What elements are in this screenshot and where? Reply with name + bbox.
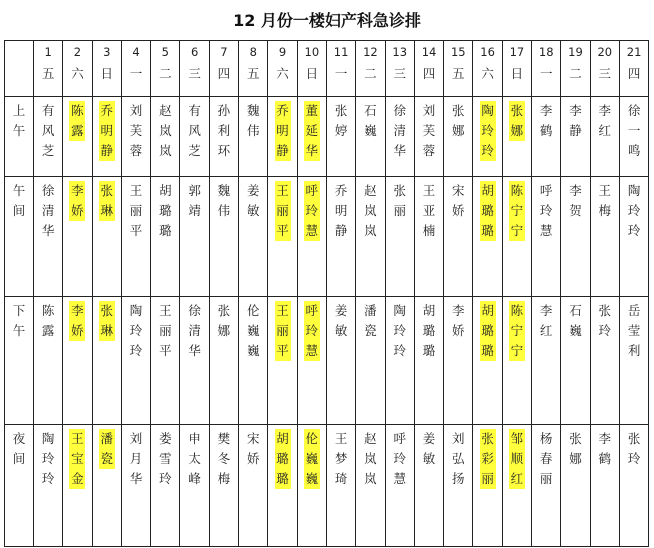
schedule-cell (209, 297, 238, 425)
day-number: 19 (568, 45, 583, 59)
day-number: 4 (132, 45, 140, 59)
staff-name: 杨春丽 (539, 431, 553, 486)
day-header (180, 41, 209, 97)
schedule-cell (561, 177, 590, 297)
schedule-cell (385, 425, 414, 547)
staff-name: 李贺 (569, 183, 582, 218)
staff-name: 刘芙蓉 (129, 103, 143, 158)
day-header (239, 41, 268, 97)
day-number: 16 (480, 45, 495, 59)
staff-name: 李娇 (452, 303, 465, 338)
schedule-cell (239, 177, 268, 297)
staff-name: 徐清华 (393, 103, 406, 158)
schedule-cell (619, 177, 648, 297)
weekday-label: 四 (217, 66, 231, 81)
staff-name: 呼玲慧 (393, 431, 406, 486)
schedule-cell (619, 425, 648, 547)
schedule-cell (239, 297, 268, 425)
table-row (5, 177, 649, 297)
staff-name: 王梅 (598, 183, 612, 218)
staff-name: 呼玲慧 (539, 183, 553, 238)
staff-name: 陈露 (41, 303, 55, 338)
schedule-cell (356, 97, 385, 177)
schedule-cell (209, 177, 238, 297)
schedule-cell (151, 177, 180, 297)
schedule-cell (326, 97, 355, 177)
highlighted-staff-name: 潘瓷 (99, 429, 115, 469)
day-number: 13 (392, 45, 408, 59)
day-header (268, 41, 297, 97)
staff-name: 赵岚岚 (159, 103, 172, 158)
staff-name: 娄雪玲 (159, 431, 172, 486)
day-header (326, 41, 355, 97)
staff-name: 郭靖 (188, 183, 201, 218)
schedule-cell (590, 97, 619, 177)
schedule-cell (590, 177, 619, 297)
highlighted-staff-name: 王宝金 (69, 429, 85, 489)
schedule-cell (502, 297, 531, 425)
staff-name: 姜敏 (246, 183, 260, 218)
staff-name: 有风芝 (41, 103, 55, 158)
day-number: 15 (450, 45, 466, 59)
day-number: 7 (220, 45, 228, 59)
weekday-label: 五 (246, 66, 260, 81)
highlighted-staff-name: 王丽平 (275, 301, 291, 361)
highlighted-staff-name: 张琳 (99, 301, 115, 341)
day-header (356, 41, 385, 97)
table-row (5, 297, 649, 425)
schedule-cell (414, 425, 443, 547)
weekday-label: 二 (569, 66, 582, 81)
schedule-cell (92, 177, 121, 297)
staff-name: 伦巍巍 (246, 303, 260, 358)
day-number: 2 (73, 45, 82, 59)
weekday-label: 五 (452, 66, 465, 81)
schedule-cell (385, 177, 414, 297)
schedule-cell (209, 425, 238, 547)
schedule-cell (121, 297, 150, 425)
day-number: 6 (190, 45, 199, 59)
schedule-cell (180, 297, 209, 425)
staff-name: 张玲 (627, 431, 641, 466)
staff-name: 张娜 (452, 103, 465, 138)
staff-name: 胡璐璐 (159, 183, 172, 238)
day-number: 20 (597, 45, 613, 59)
staff-name: 有风芝 (188, 103, 201, 158)
weekday-label: 六 (276, 66, 289, 81)
day-number: 1 (44, 45, 52, 59)
period-label (5, 97, 34, 177)
day-number: 21 (626, 45, 642, 59)
schedule-cell (561, 297, 590, 425)
staff-name: 刘弘扬 (452, 431, 465, 486)
schedule-cell (444, 177, 473, 297)
schedule-cell (414, 297, 443, 425)
schedule-cell (444, 425, 473, 547)
schedule-cell (590, 297, 619, 425)
schedule-cell (414, 177, 443, 297)
staff-name: 石巍 (364, 103, 377, 138)
staff-name: 岳莹利 (627, 303, 641, 358)
staff-name: 陶玲玲 (393, 303, 406, 358)
schedule-cell (297, 297, 326, 425)
schedule-cell (34, 97, 63, 177)
period-text: 午间 (12, 183, 26, 218)
day-number: 10 (304, 45, 320, 59)
weekday-label: 一 (334, 66, 348, 81)
staff-name: 胡璐璐 (422, 303, 436, 358)
period-text: 夜间 (12, 431, 26, 466)
weekday-label: 三 (598, 66, 612, 81)
highlighted-staff-name: 陈宁宁 (509, 301, 525, 361)
schedule-cell (268, 425, 297, 547)
schedule-cell (63, 425, 92, 547)
schedule-cell (63, 177, 92, 297)
staff-name: 王丽平 (159, 303, 172, 358)
staff-name: 乔明静 (334, 183, 348, 238)
staff-name: 魏伟 (246, 103, 260, 138)
staff-name: 赵岚岚 (364, 431, 377, 486)
period-label (5, 297, 34, 425)
weekday-label: 日 (100, 66, 113, 81)
day-number: 5 (161, 45, 169, 59)
schedule-cell (444, 297, 473, 425)
staff-name: 宋娇 (246, 431, 260, 466)
period-label (5, 425, 34, 547)
highlighted-staff-name: 李娇 (69, 181, 85, 221)
weekday-label: 六 (481, 66, 494, 81)
schedule-cell (385, 97, 414, 177)
staff-name: 孙利环 (217, 103, 231, 158)
staff-name: 刘月华 (129, 431, 143, 486)
day-header (502, 41, 531, 97)
staff-name: 徐一鸣 (627, 103, 641, 158)
schedule-cell (92, 97, 121, 177)
schedule-cell (532, 177, 561, 297)
schedule-cell (63, 97, 92, 177)
schedule-cell (532, 297, 561, 425)
schedule-cell (502, 177, 531, 297)
weekday-label: 一 (129, 66, 143, 81)
highlighted-staff-name: 邹顺红 (509, 429, 525, 489)
schedule-cell (34, 425, 63, 547)
day-header (209, 41, 238, 97)
schedule-cell (326, 177, 355, 297)
schedule-cell (619, 97, 648, 177)
day-header (151, 41, 180, 97)
schedule-cell (180, 97, 209, 177)
schedule-cell (502, 97, 531, 177)
day-number: 17 (509, 45, 525, 59)
highlighted-staff-name: 乔明静 (275, 101, 291, 161)
day-header (92, 41, 121, 97)
schedule-cell (151, 297, 180, 425)
schedule-cell (180, 425, 209, 547)
schedule-cell (180, 177, 209, 297)
staff-name: 李鹤 (598, 431, 612, 466)
highlighted-staff-name: 呼玲慧 (304, 301, 320, 361)
header-row (5, 41, 649, 97)
schedule-cell (532, 425, 561, 547)
staff-name: 申太峰 (188, 431, 201, 486)
highlighted-staff-name: 乔明静 (99, 101, 115, 161)
day-header (619, 41, 648, 97)
day-number: 8 (249, 45, 257, 59)
schedule-cell (532, 97, 561, 177)
schedule-cell (326, 425, 355, 547)
staff-name: 陶玲玲 (129, 303, 143, 358)
weekday-label: 二 (364, 66, 377, 81)
schedule-cell (268, 177, 297, 297)
day-number: 3 (103, 45, 111, 59)
table-row (5, 425, 649, 547)
schedule-cell (561, 425, 590, 547)
schedule-cell (121, 177, 150, 297)
period-text: 上午 (12, 103, 26, 138)
schedule-cell (561, 97, 590, 177)
schedule-cell (473, 425, 502, 547)
staff-name: 张婷 (334, 103, 348, 138)
schedule-cell (473, 177, 502, 297)
weekday-label: 日 (305, 66, 319, 81)
staff-name: 李红 (598, 103, 612, 138)
staff-name: 魏伟 (217, 183, 231, 218)
day-number: 18 (538, 45, 554, 59)
schedule-cell (473, 97, 502, 177)
staff-name: 徐清华 (188, 303, 201, 358)
schedule-table (4, 40, 649, 547)
staff-name: 宋娇 (452, 183, 465, 218)
day-header (561, 41, 590, 97)
highlighted-staff-name: 李娇 (69, 301, 85, 341)
highlighted-staff-name: 胡璐璐 (480, 181, 496, 241)
staff-name: 陶玲玲 (627, 183, 641, 238)
weekday-label: 三 (393, 66, 406, 81)
schedule-cell (209, 97, 238, 177)
schedule-cell (63, 297, 92, 425)
staff-name: 刘芙蓉 (422, 103, 436, 158)
day-header (63, 41, 92, 97)
highlighted-staff-name: 张琳 (99, 181, 115, 221)
day-header (444, 41, 473, 97)
highlighted-staff-name: 陈露 (69, 101, 85, 141)
schedule-cell (151, 97, 180, 177)
weekday-label: 三 (188, 66, 201, 81)
staff-name: 姜敏 (422, 431, 436, 466)
schedule-cell (326, 297, 355, 425)
day-header (34, 41, 63, 97)
schedule-cell (239, 425, 268, 547)
schedule-cell (590, 425, 619, 547)
highlighted-staff-name: 陶玲玲 (480, 101, 496, 161)
weekday-label: 二 (159, 66, 172, 81)
schedule-cell (92, 425, 121, 547)
staff-name: 李鹤 (539, 103, 553, 138)
schedule-cell (356, 425, 385, 547)
staff-name: 赵岚岚 (364, 183, 377, 238)
schedule-cell (268, 297, 297, 425)
weekday-label: 四 (627, 66, 641, 81)
day-header (385, 41, 414, 97)
schedule-cell (92, 297, 121, 425)
period-text: 下午 (12, 303, 26, 338)
day-number: 11 (333, 45, 349, 59)
schedule-cell (619, 297, 648, 425)
schedule-cell (473, 297, 502, 425)
schedule-cell (297, 425, 326, 547)
staff-name: 王梦琦 (334, 431, 348, 486)
day-header (414, 41, 443, 97)
staff-name: 潘瓷 (364, 303, 377, 338)
staff-name: 李红 (539, 303, 553, 338)
highlighted-staff-name: 王丽平 (275, 181, 291, 241)
schedule-cell (414, 97, 443, 177)
schedule-cell (239, 97, 268, 177)
page-title: 12 月份一楼妇产科急诊排 (233, 11, 421, 30)
highlighted-staff-name: 胡璐璐 (275, 429, 291, 489)
staff-name: 陶玲玲 (41, 431, 55, 486)
highlighted-staff-name: 陈宁宁 (509, 181, 525, 241)
day-header (473, 41, 502, 97)
period-label (5, 177, 34, 297)
weekday-label: 日 (510, 66, 524, 81)
staff-name: 李静 (569, 103, 582, 138)
schedule-cell (356, 297, 385, 425)
highlighted-staff-name: 董延华 (304, 101, 320, 161)
weekday-label: 四 (422, 66, 436, 81)
schedule-cell (268, 97, 297, 177)
staff-name: 樊冬梅 (217, 431, 231, 486)
day-header (297, 41, 326, 97)
highlighted-staff-name: 呼玲慧 (304, 181, 320, 241)
schedule-cell (356, 177, 385, 297)
day-header (532, 41, 561, 97)
highlighted-staff-name: 伦巍巍 (304, 429, 320, 489)
highlighted-staff-name: 张彩丽 (480, 429, 496, 489)
staff-name: 姜敏 (334, 303, 348, 338)
highlighted-staff-name: 张娜 (509, 101, 525, 141)
day-number: 12 (363, 45, 378, 59)
staff-name: 王丽平 (129, 183, 143, 238)
weekday-label: 一 (539, 66, 553, 81)
weekday-label: 五 (41, 66, 55, 81)
schedule-cell (151, 425, 180, 547)
staff-name: 张丽 (393, 183, 406, 218)
schedule-cell (34, 177, 63, 297)
day-header (121, 41, 150, 97)
staff-name: 张娜 (217, 303, 231, 338)
corner-cell (5, 41, 34, 97)
staff-name: 徐清华 (41, 183, 55, 238)
table-row (5, 97, 649, 177)
schedule-cell (34, 297, 63, 425)
weekday-label: 六 (71, 66, 84, 81)
day-header (590, 41, 619, 97)
schedule-cell (444, 97, 473, 177)
staff-name: 石巍 (569, 303, 582, 338)
schedule-cell (385, 297, 414, 425)
schedule-cell (502, 425, 531, 547)
highlighted-staff-name: 胡璐璐 (480, 301, 496, 361)
staff-name: 张玲 (598, 303, 612, 338)
day-number: 14 (421, 45, 437, 59)
staff-name: 张娜 (569, 431, 582, 466)
schedule-cell (297, 97, 326, 177)
day-number: 9 (278, 45, 287, 59)
schedule-cell (297, 177, 326, 297)
schedule-cell (121, 425, 150, 547)
schedule-cell (121, 97, 150, 177)
staff-name: 王亚楠 (422, 183, 436, 238)
